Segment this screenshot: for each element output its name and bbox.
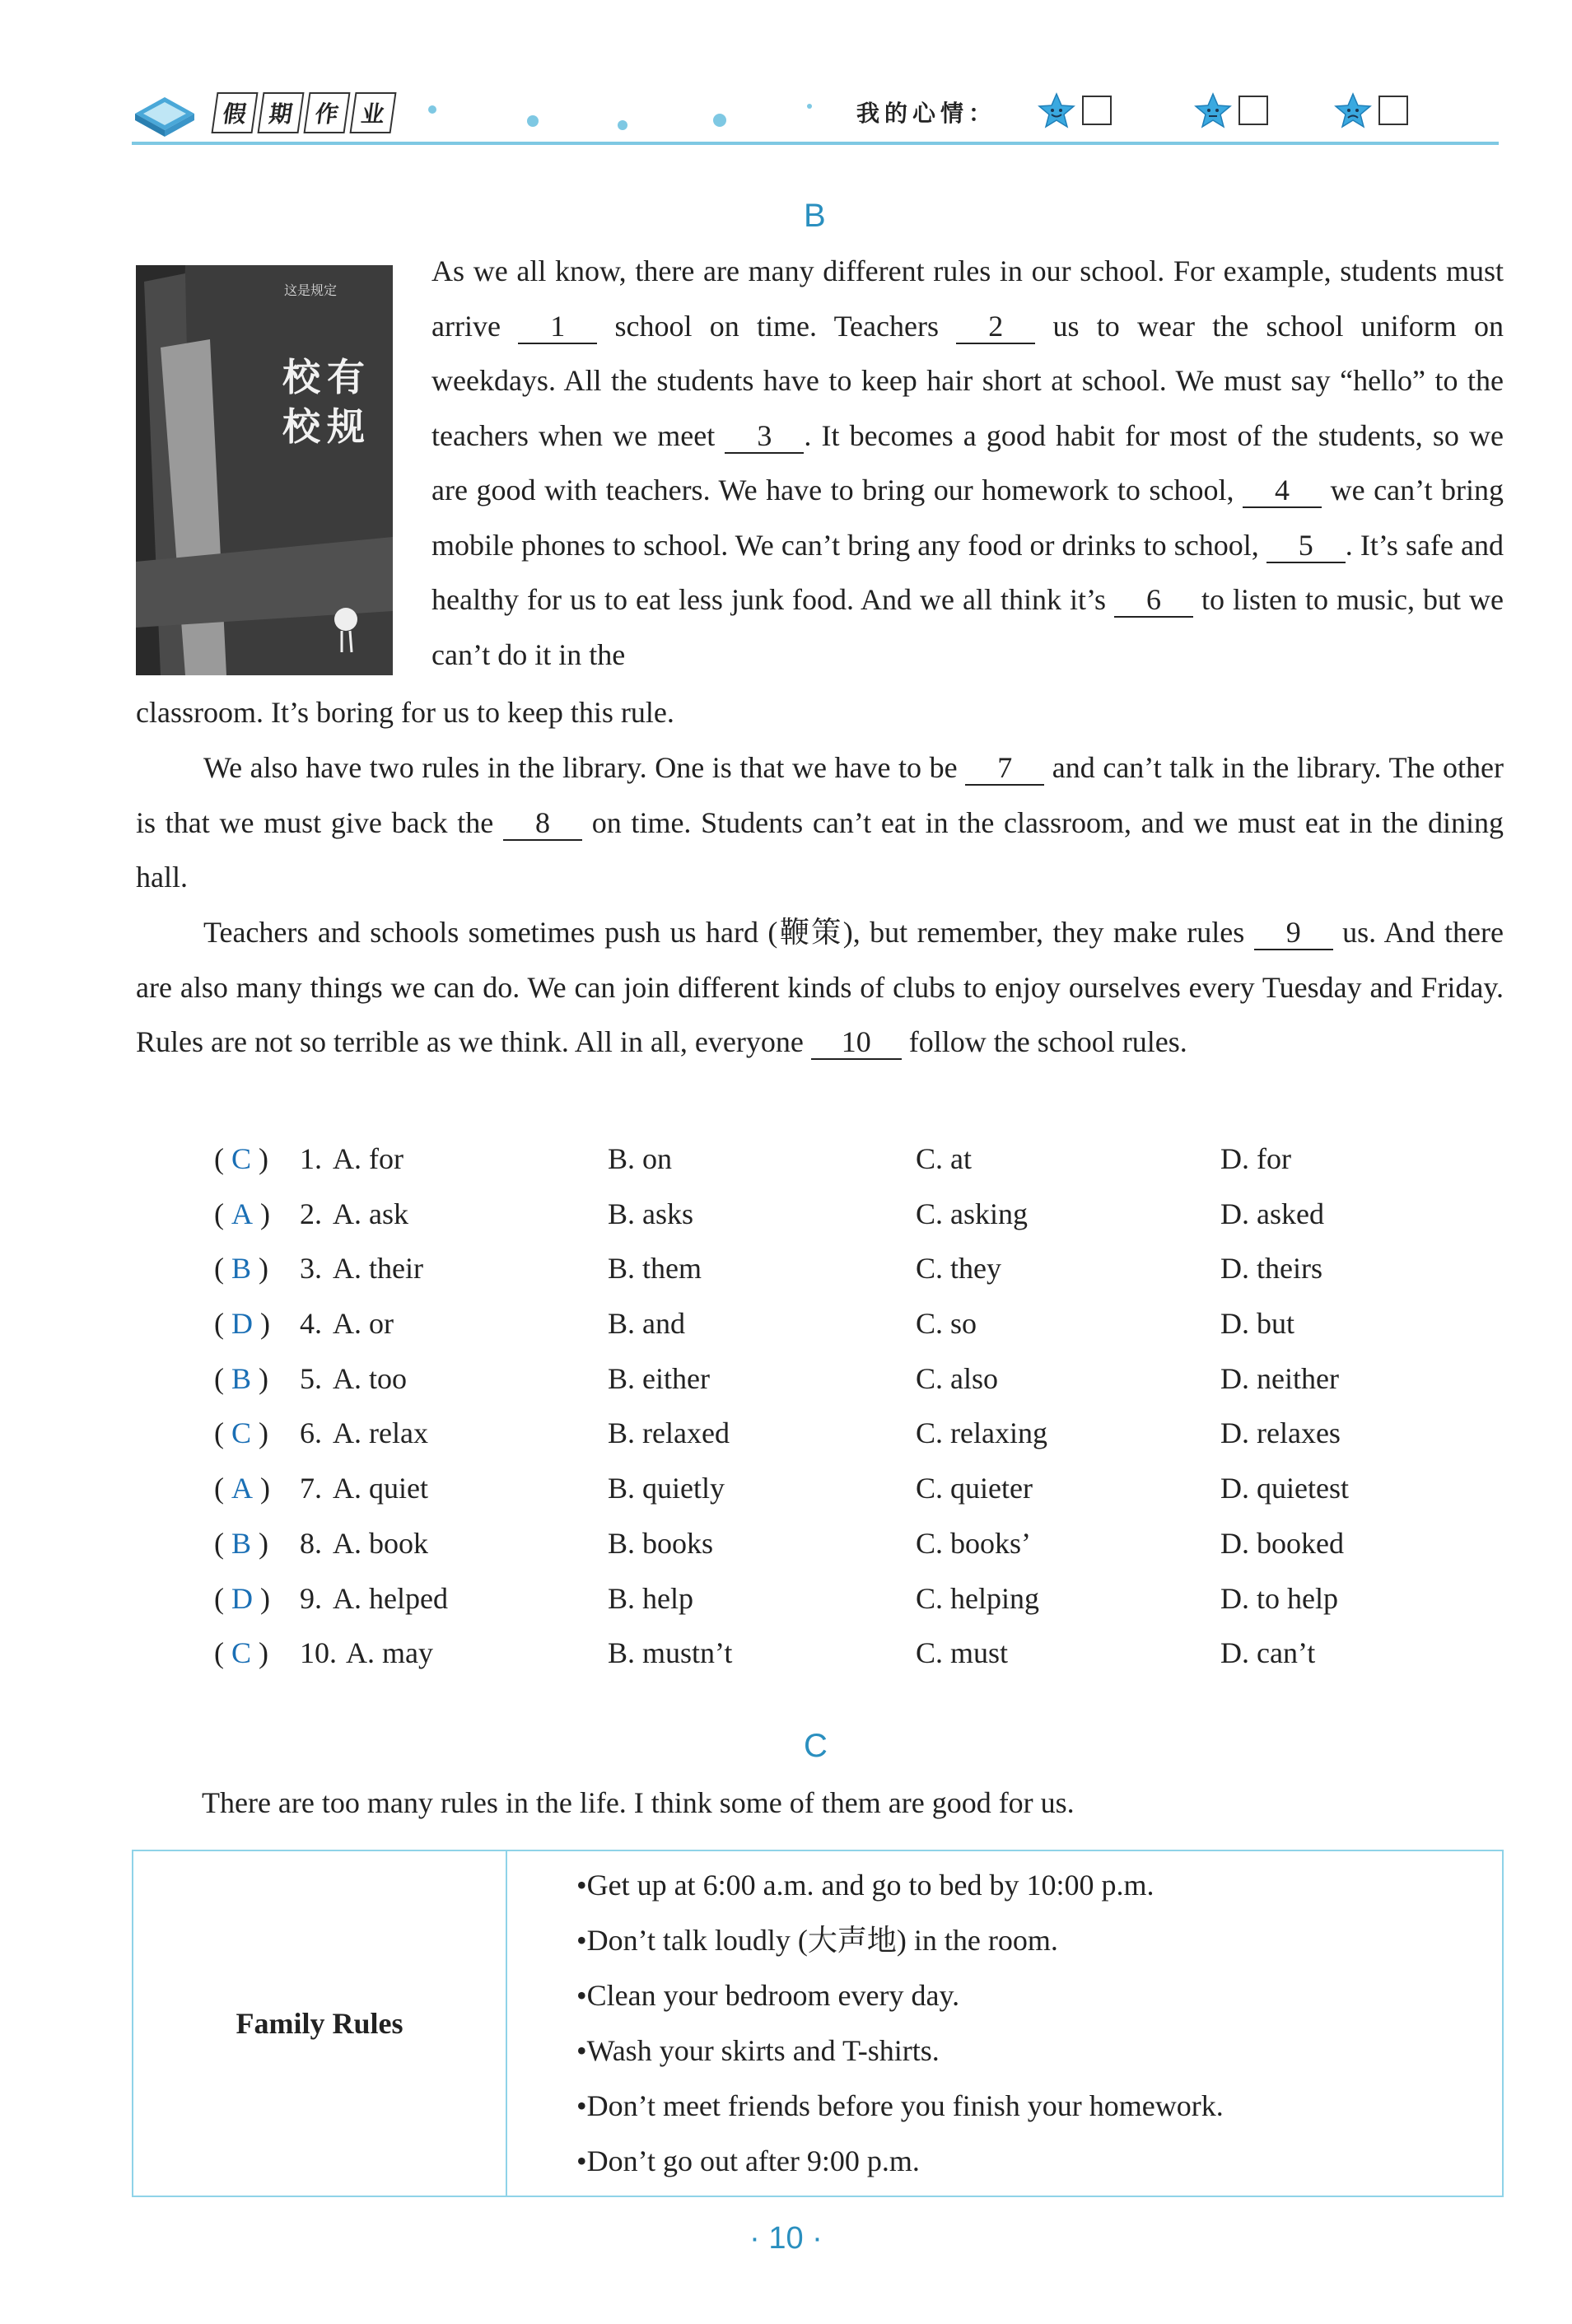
- passage-text: school on time. Teachers: [597, 309, 957, 343]
- option-b: B. mustn’t: [608, 1636, 733, 1670]
- option-c: C. quieter: [916, 1472, 1033, 1505]
- option-d: D. theirs: [1220, 1252, 1322, 1286]
- option-d: D. asked: [1220, 1197, 1324, 1230]
- question-row: ( A ) 2. A. ask B. asks C. asking D. asked: [214, 1187, 1532, 1242]
- rule-item: •Don’t go out after 9:00 p.m.: [576, 2144, 920, 2177]
- passage-text: follow the school rules.: [901, 1025, 1187, 1058]
- option-b: B. on: [608, 1142, 673, 1175]
- option-a: A. for: [333, 1142, 403, 1175]
- rule-item: •Clean your bedroom every day.: [576, 1979, 960, 2012]
- option-d: D. neither: [1220, 1361, 1339, 1395]
- dot-icon: [618, 120, 627, 130]
- blank-1: 1: [518, 310, 597, 344]
- option-b: B. quietly: [608, 1472, 725, 1505]
- book-cover-illustration: [136, 265, 393, 675]
- book-cover-title-line1: 校有: [282, 355, 371, 399]
- family-rules-list: [506, 1850, 1503, 2196]
- neutral-star-icon: [1194, 92, 1232, 128]
- answer-choice[interactable]: B: [231, 1361, 252, 1395]
- happy-star-icon: [1038, 92, 1075, 128]
- mood-checkbox[interactable]: [1378, 96, 1408, 125]
- passage-text: and can’t talk in the library. The other is that we must give back the: [136, 751, 1504, 839]
- option-d: D. quietest: [1220, 1472, 1349, 1505]
- blank-4: 4: [1243, 474, 1322, 508]
- option-a: A. helped: [333, 1581, 448, 1615]
- question-row: ( C ) 6. A. relax B. relaxed C. relaxing D. relaxes: [214, 1406, 1532, 1461]
- passage-text: . It becomes a good habit for most of the students, so we are good with teachers. We have to bring our homework to school,: [431, 418, 1504, 506]
- mood-option-sad[interactable]: [1334, 92, 1408, 128]
- answer-choice[interactable]: C: [231, 1416, 252, 1450]
- option-d: D. to help: [1220, 1581, 1338, 1615]
- question-number: 5.: [300, 1361, 322, 1395]
- passage-text: We also have two rules in the library. One is that we have to be: [203, 751, 966, 784]
- answer-choice[interactable]: D: [231, 1307, 253, 1341]
- header-title-char: 期: [257, 92, 304, 133]
- book-cover-small-title: 这是规定: [284, 282, 338, 298]
- answer-choice[interactable]: B: [231, 1526, 252, 1560]
- passage-paragraph-1-tail: classroom. It’s boring for us to keep this rule.: [136, 696, 674, 729]
- question-number: 10.: [300, 1636, 337, 1670]
- header-title-char: 假: [211, 92, 258, 133]
- question-number: 6.: [300, 1416, 322, 1450]
- option-b: B. either: [608, 1361, 710, 1395]
- blank-3: 3: [725, 419, 804, 454]
- header-title: [214, 92, 394, 133]
- family-rules-title: Family Rules: [133, 1850, 506, 2196]
- header-divider: [132, 142, 1499, 145]
- option-c: C. asking: [916, 1197, 1029, 1230]
- answer-choice[interactable]: B: [231, 1252, 252, 1286]
- question-number: 1.: [300, 1142, 322, 1175]
- option-a: A. too: [333, 1361, 407, 1395]
- question-number: 8.: [300, 1526, 322, 1560]
- blank-7: 7: [965, 751, 1044, 786]
- passage-text: Teachers and schools sometimes push us hard (鞭策), but remember, they make rules: [203, 916, 1254, 949]
- blank-9: 9: [1254, 916, 1333, 950]
- mood-option-happy[interactable]: [1038, 92, 1112, 128]
- question-row: ( B ) 8. A. book B. books C. books’ D. booked: [214, 1516, 1532, 1571]
- rule-item: •Don’t meet friends before you finish your homework.: [576, 2089, 1224, 2122]
- answer-choice[interactable]: A: [231, 1197, 253, 1230]
- option-c: C. books’: [916, 1526, 1032, 1560]
- option-a: A. their: [333, 1252, 423, 1286]
- header-decoration-dots: [428, 97, 922, 130]
- question-number: 4.: [300, 1307, 322, 1341]
- passage-paragraph-2: [136, 740, 1504, 905]
- question-number: 2.: [300, 1197, 322, 1230]
- rule-item: •Wash your skirts and T-shirts.: [576, 2034, 940, 2067]
- option-d: D. relaxes: [1220, 1416, 1341, 1450]
- option-b: B. relaxed: [608, 1416, 730, 1450]
- blank-5: 5: [1266, 529, 1346, 563]
- question-row: ( D ) 4. A. or B. and C. so D. but: [214, 1296, 1532, 1351]
- option-a: A. relax: [333, 1416, 428, 1450]
- passage-text: to listen to music, but we can’t do it in the: [431, 583, 1504, 671]
- page-number: · 10 ·: [749, 2221, 823, 2256]
- option-b: B. asks: [608, 1197, 694, 1230]
- option-a: A. or: [333, 1307, 394, 1341]
- blank-6: 6: [1114, 583, 1193, 618]
- option-b: B. them: [608, 1252, 702, 1286]
- option-a: A. book: [333, 1526, 428, 1560]
- question-row: ( B ) 5. A. too B. either C. also D. neither: [214, 1351, 1532, 1407]
- blank-8: 8: [503, 806, 582, 841]
- section-b-heading: B: [804, 198, 826, 234]
- option-c: C. must: [916, 1636, 1009, 1670]
- question-row: ( C ) 1. A. for B. on C. at D. for: [214, 1132, 1532, 1187]
- sad-star-icon: [1334, 92, 1372, 128]
- dot-icon: [807, 104, 812, 109]
- option-d: D. can’t: [1220, 1636, 1316, 1670]
- question-row: ( D ) 9. A. helped B. help C. helping D. to help: [214, 1571, 1532, 1626]
- mood-checkbox[interactable]: [1082, 96, 1112, 125]
- book-cover-image: [136, 265, 393, 675]
- rule-item: •Get up at 6:00 a.m. and go to bed by 10:00 p.m.: [576, 1869, 1155, 1902]
- mood-option-neutral[interactable]: [1194, 92, 1268, 128]
- option-a: A. quiet: [333, 1472, 428, 1505]
- question-row: ( C ) 10. A. may B. mustn’t C. must D. can’t: [214, 1626, 1532, 1681]
- answer-choice[interactable]: A: [231, 1472, 253, 1505]
- header-title-char: 作: [303, 92, 350, 133]
- option-b: B. help: [608, 1581, 693, 1615]
- option-a: A. ask: [333, 1197, 408, 1230]
- section-c-intro: There are too many rules in the life. I think some of them are good for us.: [202, 1786, 1075, 1819]
- rule-item: •Don’t talk loudly (大声地) in the room.: [576, 1924, 1058, 1957]
- question-number: 7.: [300, 1472, 322, 1505]
- option-d: D. but: [1220, 1307, 1294, 1341]
- answer-choice[interactable]: C: [231, 1142, 252, 1175]
- question-number: 3.: [300, 1252, 322, 1286]
- option-c: C. relaxing: [916, 1416, 1047, 1450]
- option-c: C. helping: [916, 1581, 1039, 1615]
- header-title-char: 业: [349, 92, 396, 133]
- section-c-heading: C: [804, 1728, 828, 1764]
- mood-checkbox[interactable]: [1238, 96, 1268, 125]
- passage-paragraph-1: [431, 244, 1504, 682]
- multiple-choice-options: [214, 1132, 1532, 1681]
- answer-choice[interactable]: C: [231, 1636, 252, 1670]
- dot-icon: [428, 105, 436, 114]
- answer-choice[interactable]: D: [231, 1581, 253, 1615]
- page-header: [132, 82, 1499, 148]
- book-icon: [132, 89, 198, 138]
- option-d: D. booked: [1220, 1526, 1344, 1560]
- option-c: C. they: [916, 1252, 1001, 1286]
- question-row: ( B ) 3. A. their B. them C. they D. theirs: [214, 1241, 1532, 1296]
- option-b: B. and: [608, 1307, 685, 1341]
- option-a: A. may: [346, 1636, 433, 1670]
- passage-text: . It’s safe and healthy for us to eat less junk food. And we all think it’s: [431, 528, 1504, 616]
- passage-text: As we all know, there are many different rules in our school. For example, students must arrive: [431, 254, 1504, 343]
- dot-icon: [713, 114, 726, 127]
- blank-10: 10: [811, 1025, 902, 1060]
- passage-text: on time. Students can’t eat in the classroom, and we must eat in the dining hall.: [136, 805, 1504, 894]
- option-c: C. also: [916, 1361, 999, 1395]
- option-b: B. books: [608, 1526, 714, 1560]
- book-cover-title-line2: 校规: [282, 404, 371, 449]
- option-c: C. so: [916, 1307, 977, 1341]
- question-number: 9.: [300, 1581, 322, 1615]
- family-rules-table: [132, 1850, 1504, 2197]
- passage-paragraph-3: [136, 905, 1504, 1070]
- blank-2: 2: [956, 310, 1035, 344]
- option-c: C. at: [916, 1142, 972, 1175]
- passage-text: we can’t bring mobile phones to school. We can’t bring any food or drinks to school,: [431, 474, 1504, 562]
- passage-text: us to wear the school uniform on weekdays. All the students have to keep hair short at school. We must say “hello” to the teachers when we meet: [431, 309, 1504, 452]
- passage-text: us. And there are also many things we can do. We can join different kinds of clubs to enjoy ourselves every Tuesday and Friday. Rules are not so terrible as we think. All in all, everyone: [136, 916, 1504, 1058]
- option-d: D. for: [1220, 1142, 1291, 1175]
- dot-icon: [527, 115, 539, 127]
- mood-label: 我的心情：: [856, 100, 997, 127]
- question-row: ( A ) 7. A. quiet B. quietly C. quieter D. quietest: [214, 1461, 1532, 1516]
